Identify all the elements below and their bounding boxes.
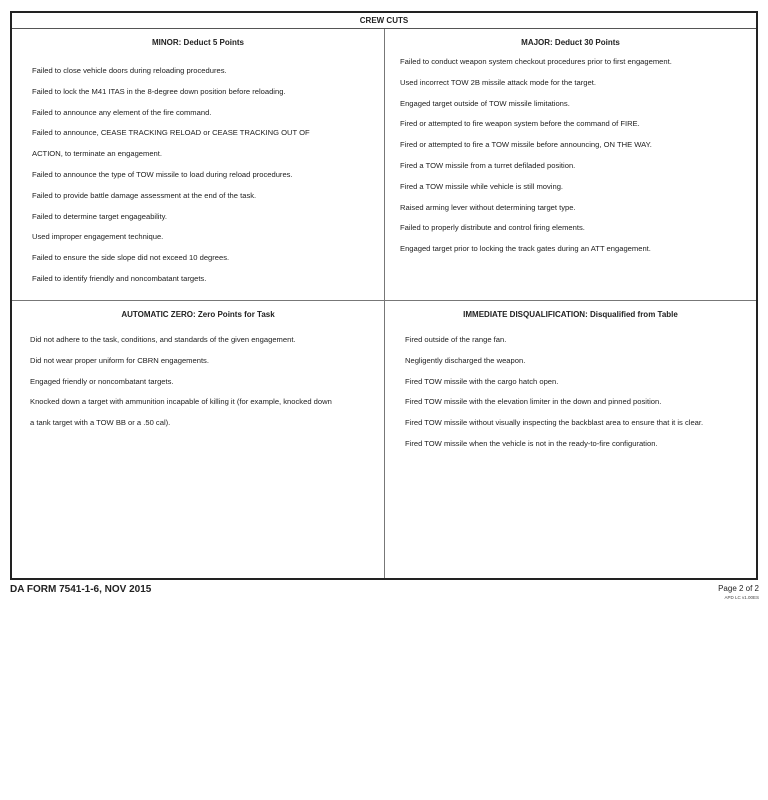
list-item: Failed to announce, CEASE TRACKING RELOAD or CEASE TRACKING OUT OF [32,128,310,138]
list-item: Did not wear proper uniform for CBRN engagements. [30,355,209,365]
list-item: Failed to announce any element of the fire command. [32,107,212,117]
list-item: Fired TOW missile with the cargo hatch open. [405,376,559,386]
list-item: Engaged friendly or noncombatant targets. [30,376,174,386]
item-list [385,52,756,260]
section-title: MINOR: Deduct 5 Points [151,38,244,47]
version-label: APD LC v1.00ES [724,595,759,600]
list-item: Fired a TOW missile while vehicle is still moving. [400,181,564,191]
section-immediate-disqualification [385,301,756,578]
list-item: Fired or attempted to fire weapon system before the command of FIRE. [400,119,640,129]
list-item: Failed to provide battle damage assessment at the end of the task. [32,190,257,200]
list-item: Failed to close vehicle doors during reloading procedures. [32,66,227,75]
item-list [12,61,384,290]
list-item: Negligently discharged the weapon. [405,355,526,365]
list-item: Failed to conduct weapon system checkout procedures prior to first engagement. [400,57,672,66]
list-item: Failed to ensure the side slope did not exceed 10 degrees. [32,253,230,263]
list-item: Fired or attempted to fire a TOW missile before announcing, ON THE WAY. [400,140,652,150]
list-item: Failed to identify friendly and noncombatant targets. [32,273,207,283]
item-list [385,330,756,455]
list-item: Failed to properly distribute and control firing elements. [400,223,585,233]
list-item: Fired TOW missile when the vehicle is not in the ready-to-fire configuration. [405,438,658,448]
list-item: Failed to announce the type of TOW missile to load during reload procedures. [32,169,293,179]
list-item: Fired outside of the range fan. [405,335,507,344]
list-item: Engaged target prior to locking the track gates during an ATT engagement. [400,244,651,254]
list-item: Failed to lock the M41 ITAS in the 8-degree down position before reloading. [32,86,286,96]
form-number: DA FORM 7541-1-6, NOV 2015 [10,584,152,595]
section-minor [12,29,385,301]
list-item: a tank target with a TOW BB or a .50 cal). [30,418,171,428]
list-item: Did not adhere to the task, conditions, and standards of the given engagement. [30,335,296,344]
form-header: CREW CUTS [12,13,756,29]
list-item: Fired TOW missile without visually inspecting the backblast area to ensure that it is clear. [405,418,704,428]
section-title: IMMEDIATE DISQUALIFICATION: Disqualified from Table [463,310,678,319]
section-automatic-zero [12,301,385,578]
list-item: Engaged target outside of TOW missile limitations. [400,98,570,108]
list-item: Fired TOW missile with the elevation limiter in the down and pinned position. [405,397,662,407]
list-item: Knocked down a target with ammunition incapable of killing it (for example, knocked down [30,397,332,407]
list-item: Used improper engagement technique. [32,232,164,242]
crew-cuts-form [10,11,758,580]
list-item: Fired a TOW missile from a turret defiladed position. [400,160,576,170]
section-title: AUTOMATIC ZERO: Zero Points for Task [121,310,275,319]
section-major [385,29,756,301]
page-number: Page 2 of 2 [718,584,759,593]
list-item: Raised arming lever without determining target type. [400,202,576,212]
list-item: Used incorrect TOW 2B missile attack mode for the target. [400,77,596,87]
item-list [12,330,384,434]
section-title: MAJOR: Deduct 30 Points [521,38,620,47]
list-item: ACTION, to terminate an engagement. [32,149,163,159]
list-item: Failed to determine target engageability. [32,211,167,221]
